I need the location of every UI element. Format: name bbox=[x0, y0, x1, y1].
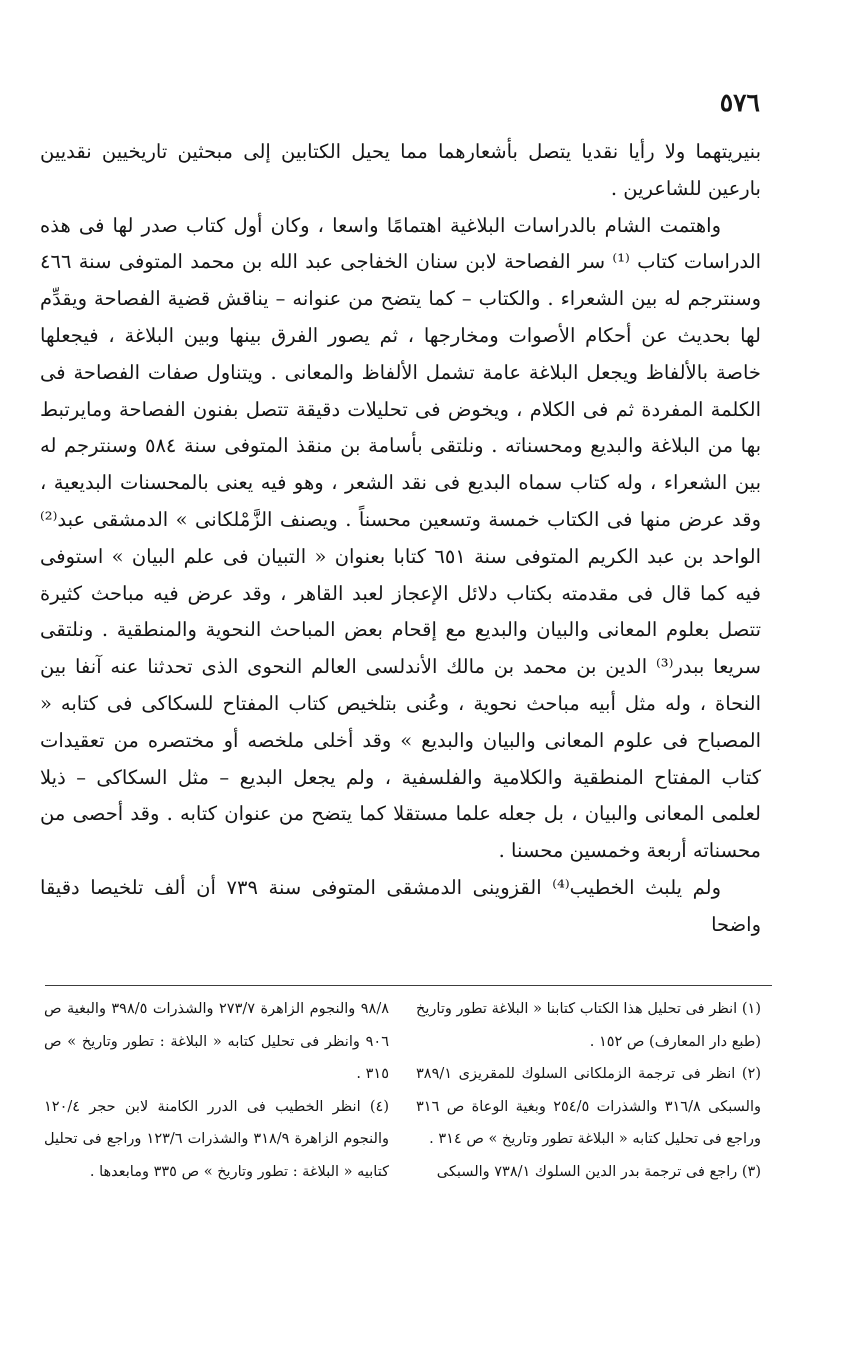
footnote-divider bbox=[45, 985, 772, 986]
footnotes-left-column bbox=[44, 993, 389, 1188]
main-text bbox=[40, 134, 761, 944]
footnote: (١) انظر فى تحليل هذا الكتاب كتابنا « البلاغة تطور وتاريخ (طبع دار المعارف) ص ١٥٢ . bbox=[416, 1001, 761, 1050]
paragraph: واهتمت الشام بالدراسات البلاغية اهتمامًا واسعا ، وكان أول كتاب صدر لها فى هذه الدراسات كتاب ⁽¹⁾ سر الفصاحة لابن سنان الخفاجى عبد الله بن محمد المتوفى سنة ٤٦٦ وسنترجم له بين الشعراء . والكتاب – كما يتضح من عنوانه – يناقش قضية الفصاحة ويقدِّم لها بحديث عن أحكام الأصوات ومخارجها ، ثم يصور الفرق بينها وبين البلاغة ، فيجعلها خاصة بالألفاظ ويجعل البلاغة عامة تشمل الألفاظ والمعانى . ويتناول صفات الفصاحة فى الكلمة المفردة ثم فى الكلام ، ويخوض فى تحليلات دقيقة تتصل بفنون الفصاحة ومايرتبط بها من البلاغة والبديع ومحسناته . ونلتقى بأسامة بن منقذ المتوفى سنة ٥٨٤ وسنترجم له بين الشعراء ، وله كتاب سماه البديع فى نقد الشعر ، وهو فيه يعنى بالمحسنات البديعية ، وقد عرض منها فى الكتاب خمسة وتسعين محسناً . ويصنف الزَّمْلكانى » الدمشقى عبد⁽²⁾ الواحد بن عبد الكريم المتوفى سنة ٦٥١ كتابا بعنوان « التبيان فى علم البيان » استوفى فيه كما قال فى مقدمته بكتاب دلائل الإعجاز لعبد القاهر ، وقد عرض فيه مباحث كثيرة تتصل بعلوم المعانى والبيان والبديع مع إقحام بعض المباحث النحوية والمنطقية . ونلتقى سريعا ببدر⁽³⁾ الدين بن محمد بن مالك الأندلسى العالم النحوى الذى تحدثنا عنه آنفا بين النحاة ، وله مثل أبيه مباحث نحوية ، وعُنى بتلخيص كتاب المفتاح للسكاكى فى كتابه « المصباح فى علوم المعانى والبيان والبديع » وقد أخلى ملخصه أو مختصره من تعقيدات كتاب المفتاح المنطقية والكلامية والفلسفية ، ولم يجعل البديع – مثل السكاكى – ذيلا لعلمى المعانى والبيان ، بل جعله علما مستقلا كما يتضح من عنوان كتابه . وقد أحصى من محسناته أربعة وخمسين محسنا . bbox=[40, 213, 762, 863]
footnote: (٢) انظر فى ترجمة الزملكانى السلوك للمقريزى ٣٨٩/١ والسبكى ٣١٦/٨ والشذرات ٢٥٤/٥ وبغية الوعاة ص ٣١٦ وراجع فى تحليل كتابه « البلاغة تطور وتاريخ » ص ٣١٤ . bbox=[416, 1066, 761, 1147]
footnote: ٩٨/٨ والنجوم الزاهرة ٢٧٣/٧ والشذرات ٣٩٨/٥ والبغية ص ٩٠٦ وانظر فى تحليل كتابه « البلاغة : تطور وتاريخ » ص ٣١٥ . bbox=[44, 1001, 389, 1082]
paragraph: بنيريتهما ولا رأيا نقديا يتصل بأشعارهما مما يحيل الكتابين إلى مبحثين تاريخيين نقديين بارعين للشاعرين . bbox=[40, 140, 761, 200]
page-number: ٥٧٦ bbox=[719, 88, 760, 117]
paragraph: ولم يلبث الخطيب⁽⁴⁾ القزوينى الدمشقى المتوفى سنة ٧٣٩ أن ألف تلخيصا دقيقا واضحا bbox=[40, 875, 761, 936]
footnote: (٣) راجع فى ترجمة بدر الدين السلوك ٧٣٨/١ والسبكى bbox=[436, 1163, 761, 1180]
footnotes-right-column bbox=[416, 993, 761, 1188]
footnotes bbox=[44, 993, 761, 1188]
footnote: (٤) انظر الخطيب فى الدرر الكامنة لابن حجر ١٢٠/٤ والنجوم الزاهرة ٣١٨/٩ والشذرات ١٢٣/٦ وراجع فى تحليل كتابيه « البلاغة : تطور وتاريخ » ص ٣٣٥ ومابعدها . bbox=[44, 1098, 389, 1180]
